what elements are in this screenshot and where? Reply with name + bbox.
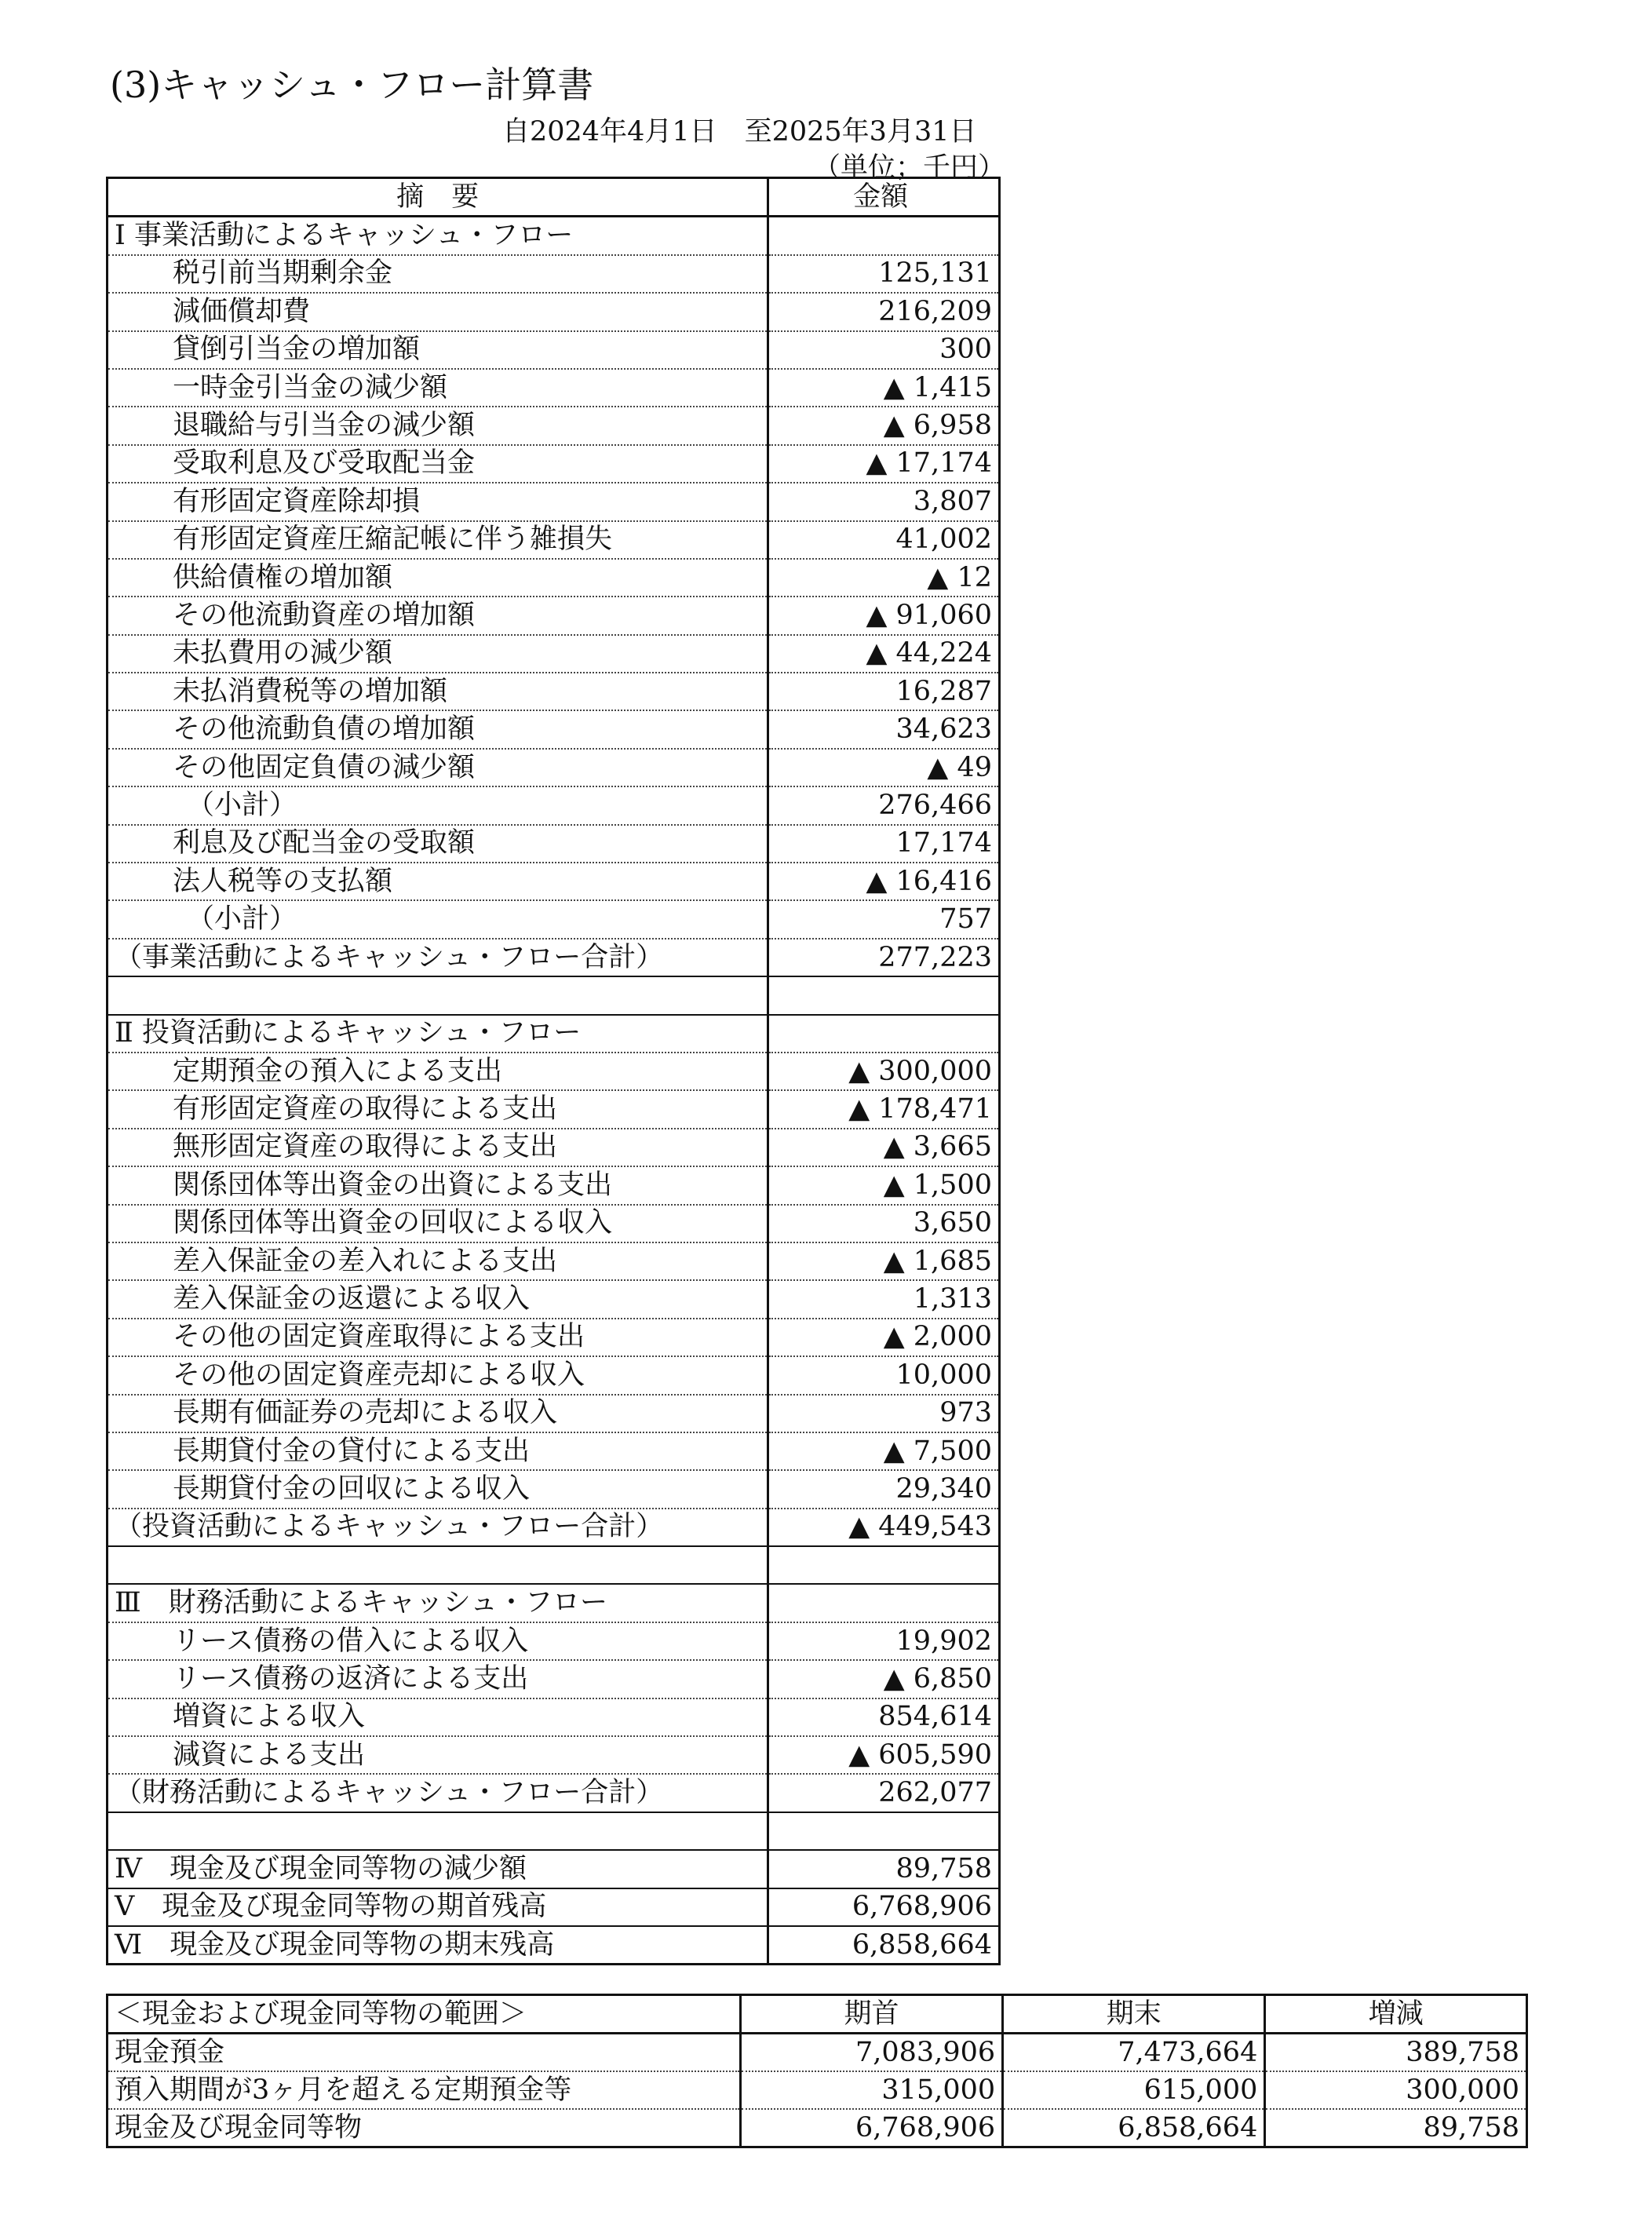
row-label: 退職給与引当金の減少額 [108,407,768,444]
table-row [108,1205,1000,1242]
row-value: 615,000 [1003,2071,1265,2109]
range-header-row [108,1995,1527,2034]
table-row [108,1698,1000,1736]
summary-label: Ⅵ 現金及び現金同等物の期末残高 [108,1926,768,1965]
row-label: 一時金引当金の減少額 [108,369,768,407]
investing-heading: Ⅱ 投資活動によるキャッシュ・フロー [108,1015,768,1053]
row-label: 貸倒引当金の増加額 [108,331,768,369]
row-amount: ▲ 300,000 [768,1053,1000,1090]
financing-total-label: （財務活動によるキャッシュ・フロー合計） [108,1774,768,1812]
table-row [108,597,1000,634]
table-row [108,559,1000,597]
row-label: 減資による支出 [108,1736,768,1774]
total-row [108,1774,1000,1812]
column-header-change: 増減 [1265,1995,1527,2034]
row-label: 増資による収入 [108,1698,768,1736]
table-row [108,1053,1000,1090]
financing-heading: Ⅲ 財務活動によるキャッシュ・フロー [108,1584,768,1622]
row-amount: ▲ 2,000 [768,1319,1000,1356]
table-row [108,825,1000,863]
row-amount: ▲ 1,685 [768,1242,1000,1280]
financing-total-amount: 262,077 [768,1774,1000,1812]
row-amount: ▲ 178,471 [768,1090,1000,1128]
row-label: 現金預金 [108,2034,741,2072]
subtotal-label: （小計） [108,786,768,824]
row-label: 法人税等の支払額 [108,863,768,900]
row-value: 7,473,664 [1003,2034,1265,2072]
row-value: 89,758 [1423,2111,1519,2144]
row-label: その他の固定資産売却による収入 [108,1356,768,1394]
row-amount: ▲ 605,590 [768,1736,1000,1774]
table-row [108,635,1000,673]
row-amount: 3,650 [768,1205,1000,1242]
row-amount: 125,131 [768,255,1000,293]
section-heading-row [108,1584,1000,1622]
row-amount: 16,287 [768,673,1000,710]
table-row [108,1736,1000,1774]
row-label: その他流動負債の増加額 [108,710,768,748]
row-label: 有形固定資産圧縮記帳に伴う雑損失 [108,521,768,559]
table-row [108,1395,1000,1432]
summary-label: Ⅴ 現金及び現金同等物の期首残高 [108,1888,768,1926]
subtotal-amount: 276,466 [768,786,1000,824]
summary-row [108,1850,1000,1888]
summary-row [108,1926,1000,1965]
subtotal-row [108,786,1000,824]
row-label: 有形固定資産除却損 [108,483,768,520]
row-value: 300,000 [1265,2071,1527,2109]
table-row [108,369,1000,407]
row-label: 関係団体等出資金の回収による収入 [108,1205,768,1242]
table-row [108,710,1000,748]
row-amount: 29,340 [768,1470,1000,1508]
row-label: 定期預金の預入による支出 [108,1053,768,1090]
table-row [108,1470,1000,1508]
total-row [108,939,1000,976]
operating-total-amount: 277,223 [768,939,1000,976]
table-row [108,293,1000,330]
table-row [108,2109,1527,2147]
row-amount: 973 [768,1395,1000,1432]
table-row [108,521,1000,559]
table-row [108,1660,1000,1698]
investing-total-amount: ▲ 449,543 [768,1509,1000,1546]
row-amount: 17,174 [768,825,1000,863]
summary-label: Ⅳ 現金及び現金同等物の減少額 [108,1850,768,1888]
row-value: 6,858,664 [1003,2109,1265,2147]
section-heading-row [108,1015,1000,1053]
row-label: 長期有価証券の売却による収入 [108,1395,768,1432]
row-amount: 300 [768,331,1000,369]
table-row [108,1622,1000,1660]
range-title: ＜現金および現金同等物の範囲＞ [108,1995,741,2034]
header-amount: 金額 [768,178,1000,217]
table-row [108,1432,1000,1470]
row-value: 7,083,906 [740,2034,1002,2072]
section-heading-row [108,217,1000,255]
table-row [108,1356,1000,1394]
row-label: 供給債権の増加額 [108,559,768,597]
total-row [108,1509,1000,1546]
investing-total-label: （投資活動によるキャッシュ・フロー合計） [108,1509,768,1546]
row-label: リース債務の借入による収入 [108,1622,768,1660]
operating-total-label: （事業活動によるキャッシュ・フロー合計） [108,939,768,976]
row-value: 389,758 [1265,2034,1527,2072]
fiscal-period: 自2024年4月1日 至2025年3月31日 [502,116,977,148]
row-amount: 3,807 [768,483,1000,520]
row-label: 受取利息及び受取配当金 [108,445,768,483]
row-label: 関係団体等出資金の出資による支出 [108,1166,768,1204]
cash-equivalents-range-table [106,1994,1528,2148]
row-label: その他流動資産の増加額 [108,597,768,634]
row-amount: ▲ 91,060 [768,597,1000,634]
table-row [108,1129,1000,1166]
row-amount: 34,623 [768,710,1000,748]
table-row [108,1319,1000,1356]
summary-amount: 6,858,664 [852,1928,992,1961]
operating-heading: Ⅰ 事業活動によるキャッシュ・フロー [108,217,768,255]
row-label: 未払消費税等の増加額 [108,673,768,710]
spacer-row [108,1546,1000,1584]
row-label: 長期貸付金の回収による収入 [108,1470,768,1508]
document-title: (3)キャッシュ・フロー計算書 [110,64,594,106]
row-label: リース債務の返済による支出 [108,1660,768,1698]
spacer-row [108,1812,1000,1850]
row-label: 長期貸付金の貸付による支出 [108,1432,768,1470]
table-row [108,407,1000,444]
summary-row [108,1888,1000,1926]
row-amount: ▲ 1,415 [768,369,1000,407]
table-row [108,483,1000,520]
row-amount: 10,000 [768,1356,1000,1394]
row-amount: ▲ 7,500 [768,1432,1000,1470]
table-row [108,749,1000,786]
table-row [108,1166,1000,1204]
row-label: その他固定負債の減少額 [108,749,768,786]
row-amount: ▲ 6,958 [768,407,1000,444]
row-label: 差入保証金の差入れによる支出 [108,1242,768,1280]
unit-note: （単位；千円） [813,152,1006,184]
row-label: その他の固定資産取得による支出 [108,1319,768,1356]
row-label: 預入期間が3ヶ月を超える定期預金等 [108,2071,741,2109]
column-header-beginning: 期首 [740,1995,1002,2034]
row-amount: ▲ 16,416 [768,863,1000,900]
subtotal-label: （小計） [108,900,768,938]
table-row [108,445,1000,483]
table-row [108,1090,1000,1128]
row-amount: ▲ 1,500 [768,1166,1000,1204]
row-label: 無形固定資産の取得による支出 [108,1129,768,1166]
row-label: 減価償却費 [108,293,768,330]
row-value: 315,000 [740,2071,1002,2109]
row-amount: ▲ 3,665 [768,1129,1000,1166]
row-amount: 216,209 [768,293,1000,330]
column-header-end: 期末 [1003,1995,1265,2034]
row-label: 現金及び現金同等物 [108,2109,741,2147]
row-amount: ▲ 49 [768,749,1000,786]
row-label: 利息及び配当金の受取額 [108,825,768,863]
row-amount: 854,614 [768,1698,1000,1736]
table-row [108,2071,1527,2109]
table-row [108,331,1000,369]
summary-amount: 6,768,906 [768,1888,1000,1926]
subtotal-amount: 757 [768,900,1000,938]
row-amount: ▲ 12 [768,559,1000,597]
row-amount: ▲ 44,224 [768,635,1000,673]
row-amount: 19,902 [768,1622,1000,1660]
spacer-row [108,976,1000,1014]
row-label: 差入保証金の返還による収入 [108,1280,768,1318]
table-row [108,863,1000,900]
row-label: 税引前当期剰余金 [108,255,768,293]
row-label: 有形固定資産の取得による支出 [108,1090,768,1128]
subtotal-row [108,900,1000,938]
row-amount: ▲ 6,850 [768,1660,1000,1698]
table-row [108,673,1000,710]
table-row [108,255,1000,293]
row-amount: 41,002 [768,521,1000,559]
row-amount: ▲ 17,174 [768,445,1000,483]
row-label: 未払費用の減少額 [108,635,768,673]
table-header-row [108,178,1000,217]
header-description: 摘 要 [108,178,768,217]
table-row [108,1280,1000,1318]
summary-amount: 89,758 [768,1850,1000,1888]
table-row [108,2034,1527,2072]
table-row [108,1242,1000,1280]
row-value: 6,768,906 [740,2109,1002,2147]
cash-flow-table [106,177,1001,1965]
row-amount: 1,313 [768,1280,1000,1318]
